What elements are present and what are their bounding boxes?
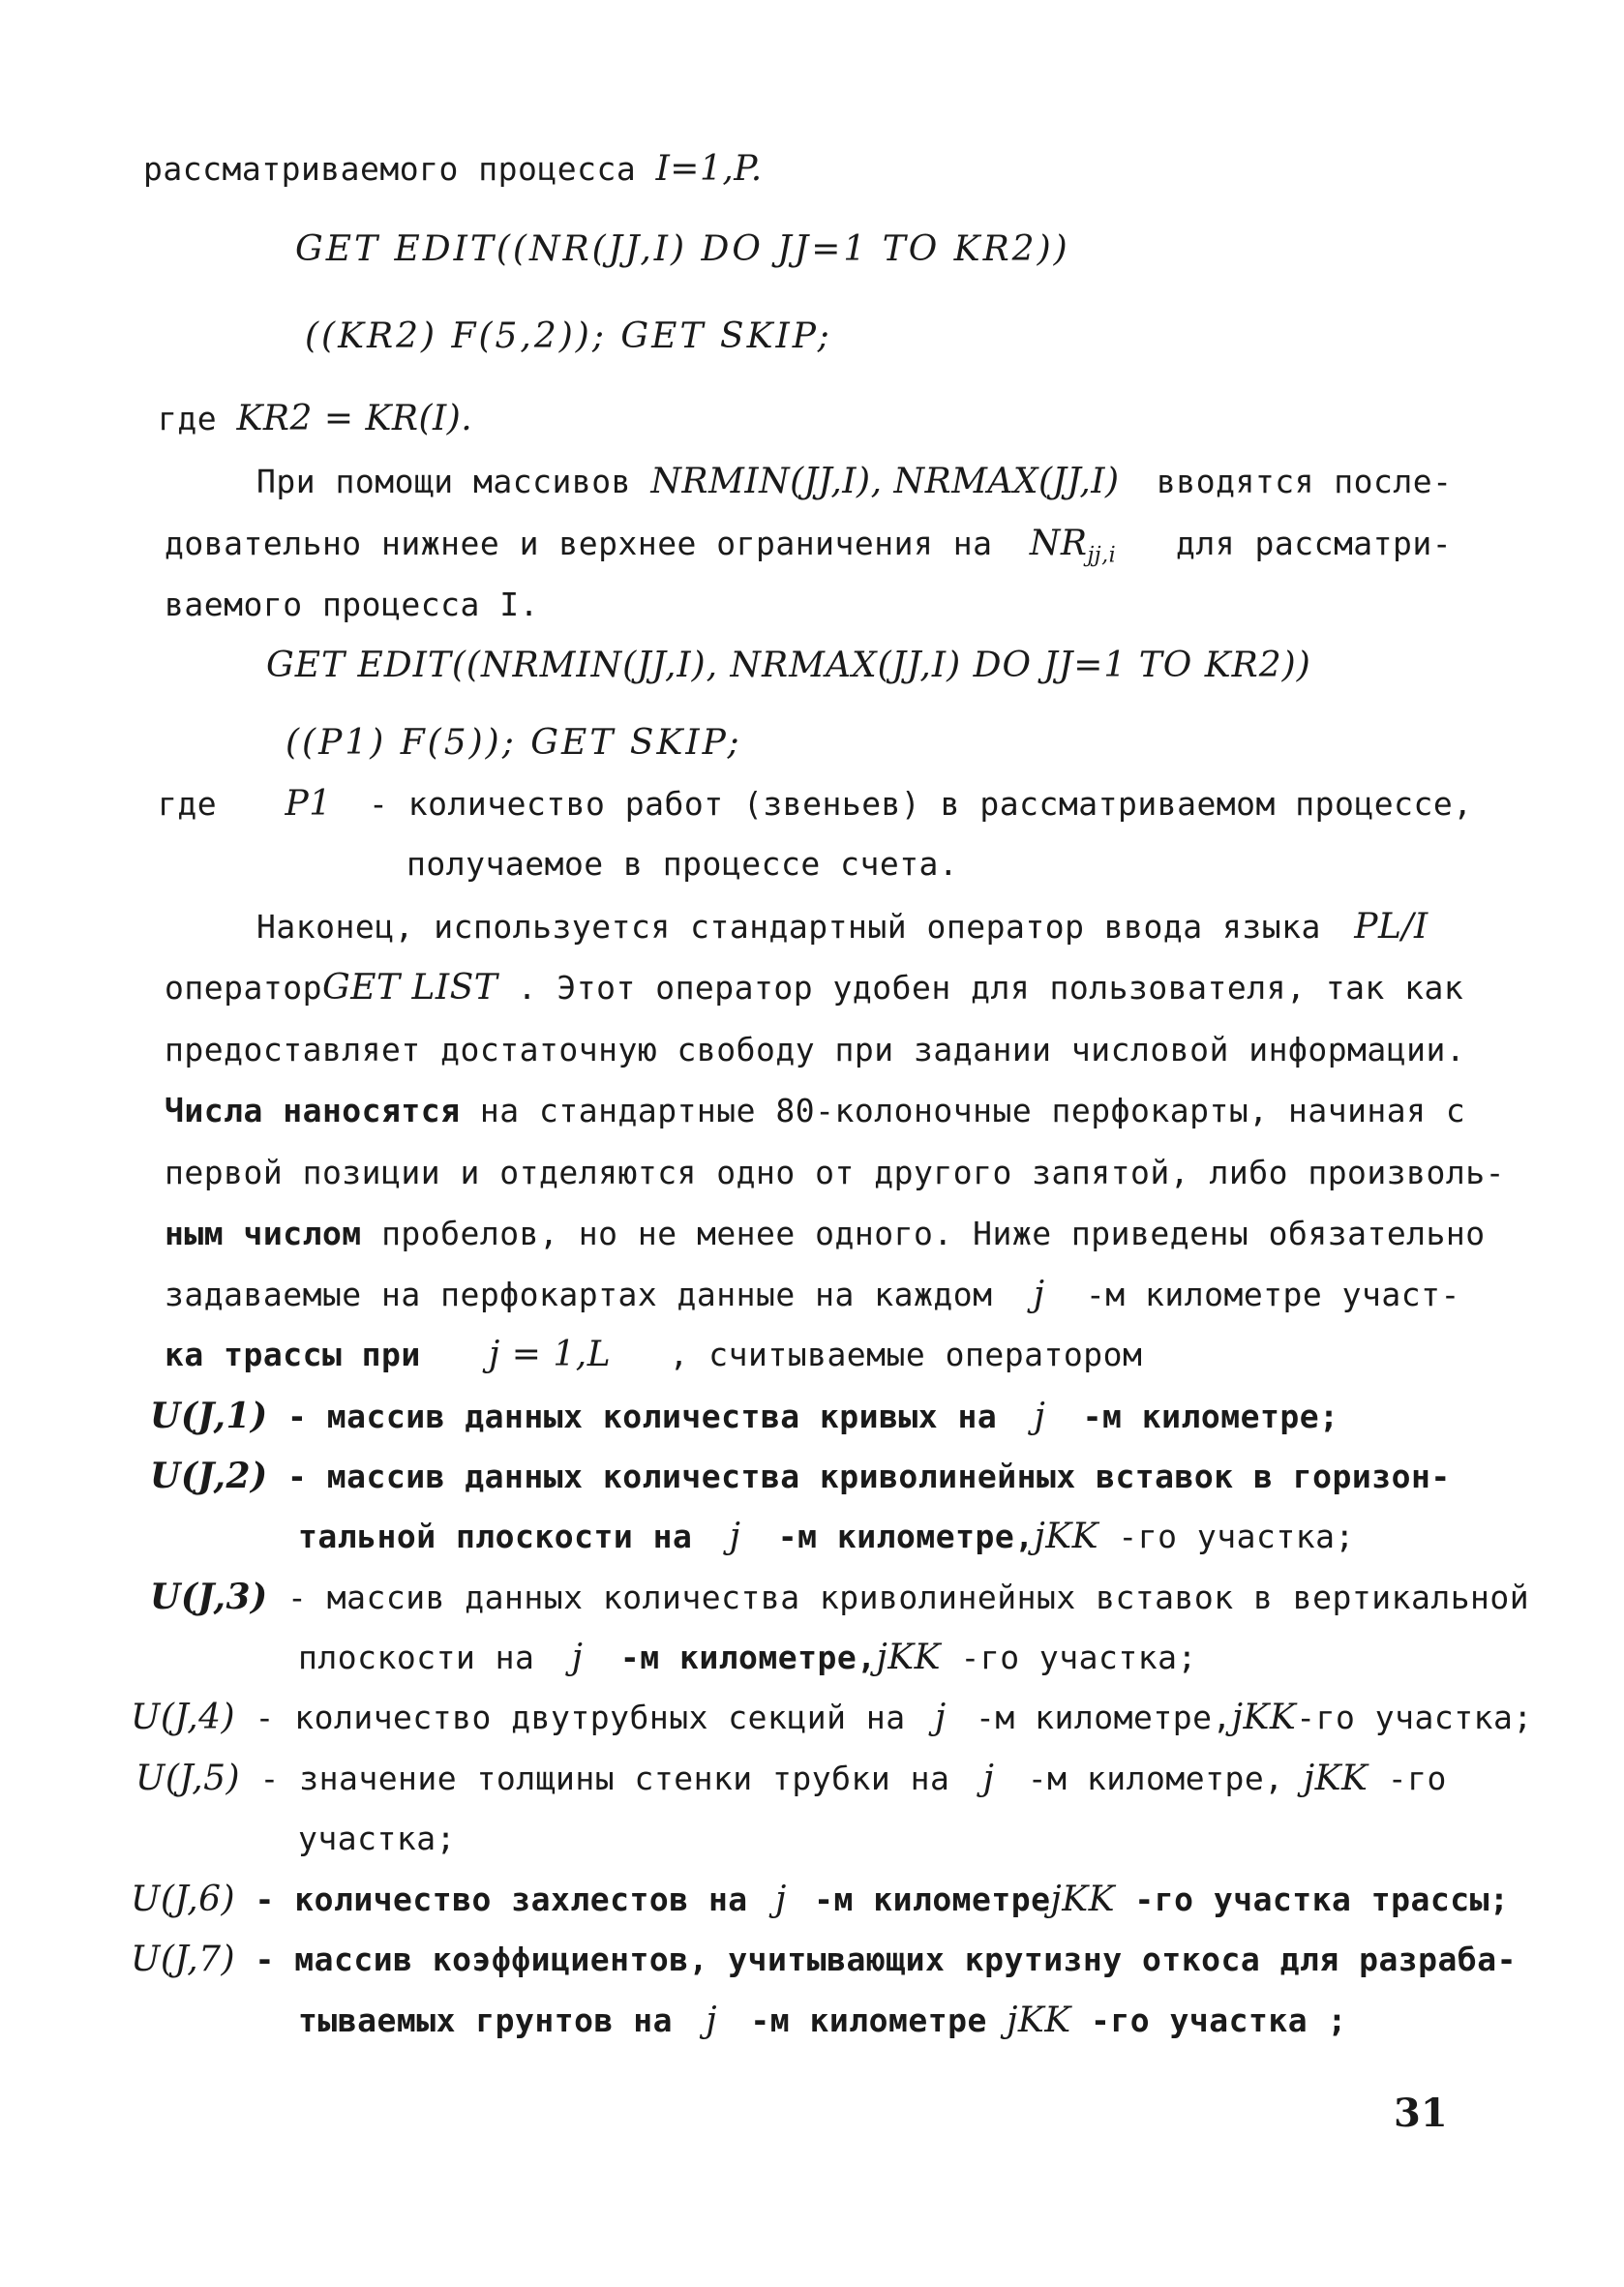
- list-item: [150, 1578, 1529, 1617]
- formula: j: [982, 1759, 995, 1798]
- list-item-continuation: [298, 1639, 1197, 1677]
- item-label: U(J,1): [150, 1396, 268, 1436]
- item-text: -м километре,: [1027, 1760, 1284, 1797]
- code-line: ((KR2) F(5,2)); GET SKIP;: [305, 316, 832, 356]
- text-line-end: для рассматри-: [1176, 525, 1453, 562]
- text-fragment: довательно нижнее и верхнее ограничения на: [165, 525, 993, 562]
- text-line: [165, 1092, 1465, 1130]
- item-text: -м километре: [814, 1881, 1051, 1918]
- text-line: предоставляет достаточную свободу при задании числовой информации.: [165, 1031, 1466, 1068]
- formula: jKK: [1007, 2001, 1071, 2040]
- text-line: [256, 908, 1429, 947]
- text-line: [158, 400, 472, 438]
- text-fragment: оператор: [165, 969, 322, 1007]
- formula: GET LIST: [321, 968, 498, 1008]
- formula: NRMIN(JJ,I), NRMAX(JJ,I): [650, 462, 1120, 501]
- item-text: -м километре,: [619, 1639, 877, 1676]
- formula: jKK: [1231, 1698, 1297, 1737]
- formula: j: [935, 1698, 947, 1737]
- item-text: тальной плоскости на: [298, 1518, 693, 1555]
- item-text: тываемых грунтов на: [298, 2001, 673, 2039]
- text-fragment: где: [158, 785, 218, 823]
- item-text: -го участка;: [960, 1639, 1197, 1676]
- formula: j = 1,L: [489, 1335, 612, 1374]
- text-fragment: где: [158, 400, 218, 437]
- formula: jKK: [1303, 1759, 1368, 1798]
- text-line: получаемое в процессе счета.: [406, 845, 959, 883]
- text-fragment: При помощи массивов: [256, 463, 631, 500]
- item-text: - значение толщины стенки трубки на: [259, 1760, 950, 1797]
- text-line: [158, 785, 1473, 824]
- item-text: -го: [1387, 1760, 1447, 1797]
- item-label: U(J,5): [135, 1759, 241, 1798]
- text-fragment: задаваемые на перфокартах данные на каждом: [165, 1276, 993, 1313]
- formula: jKK: [1034, 1517, 1099, 1556]
- formula: j: [1033, 1275, 1045, 1314]
- text-fragment: ка трассы при: [165, 1336, 421, 1373]
- formula: j: [706, 2001, 718, 2040]
- item-label: U(J,6): [131, 1880, 236, 1919]
- formula: j: [1034, 1397, 1046, 1436]
- text-fragment: ным числом: [165, 1215, 362, 1252]
- page-number: 31: [1394, 2091, 1448, 2136]
- text-fragment: -м километре участ-: [1085, 1276, 1460, 1313]
- text-fragment: . Этот оператор удобен для пользователя, так как: [517, 969, 1464, 1007]
- formula: j: [729, 1517, 741, 1556]
- text-line: [165, 969, 1463, 1008]
- item-text: - количество двутрубных секций на: [255, 1699, 906, 1736]
- item-text: -го участка ;: [1091, 2001, 1347, 2039]
- item-text: - массив данных количества криволинейных вставок в горизон-: [287, 1458, 1451, 1495]
- code-line: ((P1) F(5)); GET SKIP;: [286, 723, 742, 763]
- formula: jKK: [1050, 1880, 1115, 1919]
- text-line: [143, 150, 763, 189]
- text-line-end: вводятся после-: [1157, 463, 1453, 500]
- text-line: [165, 1276, 1460, 1314]
- text-fragment: на стандартные 80-колоночные перфокарты, начиная с: [479, 1092, 1466, 1129]
- item-text: - массив данных количества криволинейных вставок в вертикальной: [287, 1579, 1530, 1616]
- text-fragment: , считываемые оператором: [669, 1336, 1143, 1373]
- item-text: - массив данных количества кривых на: [287, 1398, 998, 1435]
- item-text: -м километре,: [976, 1699, 1232, 1736]
- item-label: U(J,4): [131, 1698, 236, 1737]
- list-item-continuation: участка;: [298, 1820, 456, 1857]
- item-text: -м километре;: [1082, 1398, 1339, 1435]
- text-fragment: - количество работ (звеньев) в рассматриваемом процессе,: [369, 785, 1473, 823]
- text-line: ваемого процесса I.: [165, 586, 539, 623]
- text-line: [256, 463, 1120, 501]
- item-text: -го участка;: [1296, 1699, 1533, 1736]
- item-label: U(J,7): [131, 1940, 236, 1979]
- item-text: -м километре,: [777, 1518, 1035, 1555]
- list-item: [131, 1699, 1533, 1737]
- formula: KR2 = KR(I).: [236, 399, 473, 438]
- item-text: -го участка;: [1118, 1518, 1355, 1555]
- formula-subscript: jj,i: [1087, 543, 1117, 568]
- list-item: [131, 1941, 1517, 1979]
- list-item: [150, 1457, 1451, 1496]
- item-text: - массив коэффициентов, учитывающих крутизну откоса для разраба-: [255, 1941, 1518, 1978]
- formula: NR: [1029, 524, 1088, 563]
- item-text: -го участка трассы;: [1134, 1881, 1510, 1918]
- list-item-continuation: [298, 2001, 1347, 2040]
- text-fragment: Числа наносятся: [165, 1092, 461, 1129]
- item-text: - количество захлестов на: [255, 1881, 748, 1918]
- formula: jKK: [876, 1638, 942, 1677]
- text-fragment: рассматриваемого процесса: [143, 150, 637, 188]
- text-line: первой позиции и отделяются одно от другого запятой, либо произволь-: [165, 1154, 1506, 1191]
- code-line: GET EDIT((NR(JJ,I) DO JJ=1 TO KR2)): [295, 229, 1070, 269]
- item-label: U(J,2): [150, 1456, 268, 1496]
- list-item: [131, 1881, 1509, 1919]
- text-line: [165, 1215, 1486, 1253]
- formula: P1: [285, 784, 332, 824]
- item-text: -м километре: [750, 2001, 987, 2039]
- code-line: GET EDIT((NRMIN(JJ,I), NRMAX(JJ,I) DO JJ=1 TO KR2)): [266, 646, 1311, 685]
- list-item: [150, 1397, 1338, 1436]
- formula: j: [775, 1880, 787, 1919]
- formula: I=1,P.: [655, 149, 763, 189]
- text-line: [165, 1336, 1142, 1374]
- formula: PL/I: [1354, 907, 1429, 947]
- text-line: [165, 525, 1116, 576]
- formula: j: [571, 1638, 584, 1677]
- item-text: плоскости на: [298, 1639, 535, 1676]
- list-item-continuation: [298, 1518, 1355, 1556]
- text-fragment: Наконец, используется стандартный оператор ввода языка: [256, 908, 1321, 946]
- item-label: U(J,3): [150, 1577, 268, 1617]
- text-fragment: пробелов, но не менее одного. Ниже приведены обязательно: [381, 1215, 1486, 1252]
- list-item: [135, 1760, 1447, 1798]
